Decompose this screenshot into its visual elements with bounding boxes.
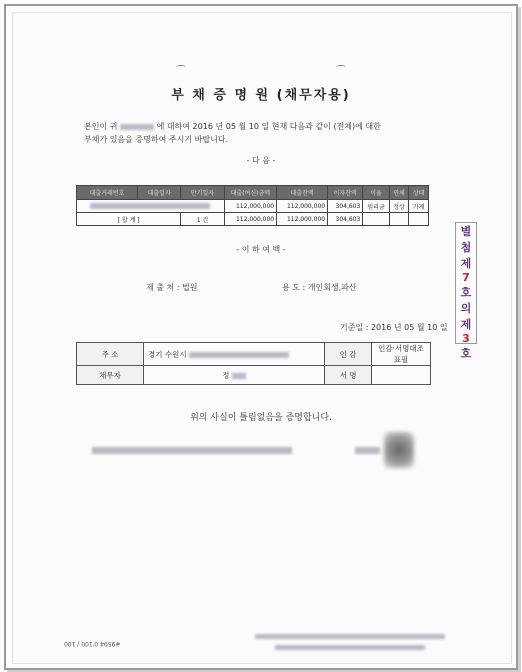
redacted-footer — [255, 634, 445, 639]
reference-date: 기준일 : 2016 년 05 월 10 일 — [340, 323, 448, 332]
table-header-row — [77, 186, 429, 200]
seal-type: 인감·서명대조표필 — [372, 343, 431, 366]
header-cell: 만기일자 — [181, 186, 224, 200]
official-seal — [384, 432, 414, 468]
address-value-cell — [144, 343, 325, 366]
header-cell: 이율 — [363, 186, 389, 200]
header-cell: 대출거래번호 — [77, 186, 138, 200]
intro-line2: 부채가 있음을 증명하여 주시기 바랍니다. — [84, 135, 229, 144]
debtor-name-cell — [144, 366, 325, 385]
stamp-char: 호 — [460, 347, 472, 360]
redacted-cell — [77, 200, 225, 213]
section-da: - 다 음 - — [246, 156, 276, 165]
table-cell: 가계 — [409, 200, 429, 213]
redacted-address — [189, 352, 289, 358]
attachment-stamp — [455, 222, 477, 360]
redacted-loan-info — [90, 203, 210, 209]
address-label: 주 소 — [77, 343, 144, 366]
purpose: 용 도 : 개인회생,파산 — [282, 283, 357, 292]
document-page — [12, 12, 512, 664]
redacted-name — [232, 373, 246, 379]
debt-table — [76, 185, 429, 226]
stamp-char: 의 — [460, 302, 472, 315]
table-cell — [363, 213, 389, 226]
stamp-char: 호 — [460, 286, 472, 299]
intro-text — [84, 120, 464, 146]
stamp-char: 7 — [462, 271, 470, 284]
total-balance: 112,000,000 — [277, 213, 328, 226]
stamp-char: 별 — [460, 225, 472, 238]
sign-label: 서 명 — [325, 366, 372, 385]
intro-part1: 본인이 귀 — [84, 122, 118, 131]
total-amount: 112,000,000 — [224, 213, 277, 226]
stamp-char: 제 — [460, 257, 472, 270]
redacted-bank — [120, 124, 154, 130]
header-cell: 대출일자 — [138, 186, 181, 200]
header-cell: 대출잔액 — [277, 186, 328, 200]
stamp-char: 첨 — [460, 241, 472, 254]
redacted-footer — [275, 645, 425, 650]
punch-hole-mark: ⌒ — [176, 66, 186, 77]
redacted-issuer — [92, 447, 292, 454]
table-cell: 원리금 — [363, 200, 389, 213]
total-label: [ 합 계 ] — [77, 213, 181, 226]
stamp-char: 3 — [462, 332, 470, 345]
table-cell: 정상 — [389, 200, 409, 213]
table-cell: 112,000,000 — [277, 200, 328, 213]
debtor-table — [76, 342, 431, 385]
stamp-char: 제 — [460, 318, 472, 331]
blank-below: - 이 하 여 백 - — [236, 245, 286, 254]
total-count: 1 건 — [181, 213, 224, 226]
seal-label: 인 감 — [325, 343, 372, 366]
certify-statement: 위의 사실이 틀림없음을 증명합니다. — [190, 413, 332, 423]
debtor-row — [77, 366, 431, 385]
table-cell: 112,000,000 — [224, 200, 277, 213]
header-cell: 연체 — [389, 186, 409, 200]
redacted-issuer-title — [355, 447, 380, 454]
debtor-name: 정 — [222, 370, 230, 380]
header-cell: 상태 — [409, 186, 429, 200]
table-total-row — [77, 213, 429, 226]
submit-to: 제 출 처 : 법원 — [146, 283, 198, 292]
total-interest: 304,603 — [328, 213, 363, 226]
sign-cell — [372, 366, 431, 385]
table-cell — [409, 213, 429, 226]
header-cell: 대출(여신)금액 — [224, 186, 277, 200]
header-cell: 이자잔액 — [328, 186, 363, 200]
debtor-label: 채무자 — [77, 366, 144, 385]
address-row — [77, 343, 431, 366]
table-row — [77, 200, 429, 213]
table-cell: 304,603 — [328, 200, 363, 213]
intro-part2: 에 대하여 2016 년 05 월 10 일 현재 다음과 같이 (전체)에 대한 — [156, 122, 381, 131]
punch-hole-mark: ⌒ — [336, 66, 346, 77]
address-value: 경기 수원시 — [148, 349, 187, 359]
footer-code: #9594 0'100 / 100 — [64, 640, 121, 647]
document-title: 부 채 증 명 원 (채무자용) — [171, 88, 351, 103]
table-cell — [389, 213, 409, 226]
